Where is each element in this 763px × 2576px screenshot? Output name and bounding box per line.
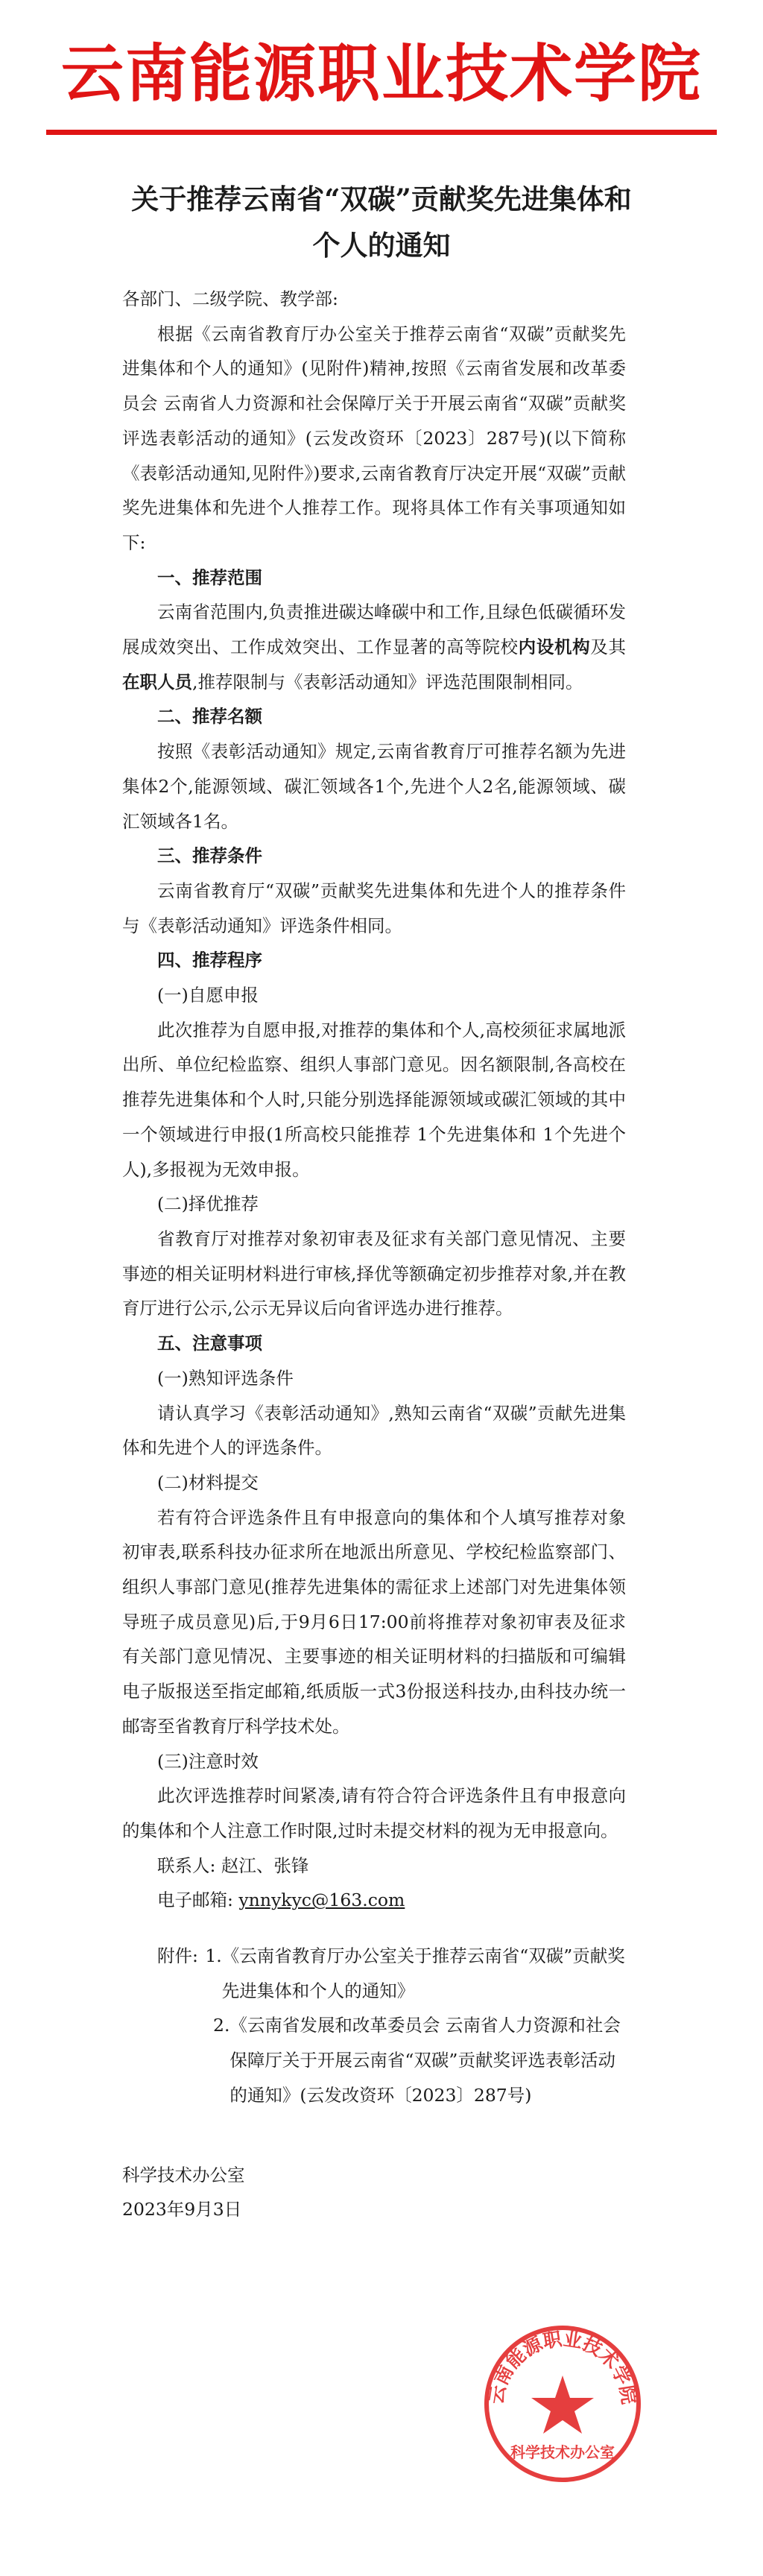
contact-names: 赵江、张锋: [221, 1854, 309, 1876]
document-title-line-2: 个人的通知: [312, 229, 451, 262]
section-1-text-b: 及其: [590, 637, 627, 658]
salutation: 各部门、二级学院、教学部:: [122, 288, 338, 309]
section-4-paragraph-2: 省教育厅对推荐对象初审表及征求有关部门意见情况、主要事迹的相关证明材料进行审核,择优等额确定初步推荐对象,并在教育厅进行公示,公示无异议后向省评选办进行推荐。: [122, 1228, 626, 1319]
section-1-text-c: ,推荐限制与《表彰活动通知》评选范围限制相同。: [192, 671, 583, 692]
section-1-bold-a: 内设机构: [518, 637, 591, 658]
section-5-paragraph-1: 请认真学习《表彰活动通知》,熟知云南省“双碳”贡献先进集体和先进个人的评选条件。: [122, 1402, 626, 1459]
attachment-label: 附件:: [157, 1945, 198, 1967]
contact-line: [122, 1849, 626, 1884]
email-label: 电子邮箱:: [157, 1890, 233, 1911]
seal-star-icon: [531, 2375, 594, 2434]
signature-date: 2023年9月3日: [122, 2199, 242, 2220]
section-3-heading: 三、推荐条件: [157, 845, 262, 867]
attachment-1-number: 1.: [205, 1945, 222, 1967]
attachment-2-text: 《云南省发展和改革委员会 云南省人力资源和社会保障厅关于开展云南省“双碳”贡献奖评选表彰活动的通知》(云发改资环〔2023〕287号): [229, 2015, 621, 2106]
attachment-1-text: 《云南省教育厅办公室关于推荐云南省“双碳”贡献奖先进集体和个人的通知》: [221, 1945, 625, 2001]
seal-dept-text: 科学技术办公室: [510, 2443, 615, 2461]
section-3-paragraph: 云南省教育厅“双碳”贡献奖先进集体和先进个人的推荐条件与《表彰活动通知》评选条件相同。: [122, 880, 626, 936]
official-seal: [481, 2322, 645, 2486]
section-4-subheading-2: (二)择优推荐: [157, 1193, 259, 1215]
document-title-line-1: 关于推荐云南省“双碳”贡献奖先进集体和: [131, 183, 632, 215]
section-5-heading: 五、注意事项: [157, 1333, 262, 1354]
section-1-paragraph: [122, 595, 626, 699]
document-title: [82, 176, 681, 268]
seal-org-text: 云南能源职业技术学院: [485, 2328, 640, 2406]
section-5-paragraph-2: 若有符合评选条件且有申报意向的集体和个人填写推荐对象初审表,联系科技办征求所在地派出所意见、学校纪检监察部门、组织人事部门意见(推荐先进集体的需征求上述部门对先进集体领导班子成员意见)后,于9月6日17:00前将推荐对象初审表及征求有关部门意见情况、主要事迹的相关证明材料的扫描版和可编辑电子版报送至指定邮箱,纸质版一式3份报送科技办,由科技办统一邮寄至省教育厅科学技术处。: [122, 1506, 626, 1737]
attachment-2: [122, 2008, 626, 2112]
section-4-subheading-1: (一)自愿申报: [157, 985, 259, 1006]
org-masthead-title: 云南能源职业技术学院: [60, 37, 702, 110]
attachment-1: [122, 1939, 626, 2008]
section-5-paragraph-3: 此次评选推荐时间紧凑,请有符合符合评选条件且有申报意向的集体和个人注意工作时限,过时未提交材料的视为无申报意向。: [122, 1785, 626, 1841]
section-5-subheading-2: (二)材料提交: [157, 1471, 259, 1493]
section-2-heading: 二、推荐名额: [157, 706, 262, 727]
signature-org: 科学技术办公室: [122, 2164, 245, 2185]
section-1-bold-b: 在职人员: [122, 671, 192, 692]
section-4-heading: 四、推荐程序: [157, 950, 262, 971]
masthead-red-rule: [46, 130, 717, 135]
document-body: [122, 282, 626, 2227]
contact-label: 联系人:: [157, 1854, 216, 1876]
section-1-heading: 一、推荐范围: [157, 566, 262, 588]
intro-paragraph: 根据《云南省教育厅办公室关于推荐云南省“双碳”贡献奖先进集体和个人的通知》(见附件)精神,按照《云南省发展和改革委员会 云南省人力资源和社会保障厅关于开展云南省“双碳”贡献奖评选表彰活动的通知》(云发改资环〔2023〕287号)(以下简称《表彰活动通知,见附件》)要求,云南省教育厅决定开展“双碳”贡献奖先进集体和先进个人推荐工作。现将具体工作有关事项通知如下:: [122, 323, 626, 553]
email-link[interactable]: ynnykyc@163.com: [238, 1890, 405, 1911]
section-4-paragraph-1: 此次推荐为自愿申报,对推荐的集体和个人,高校须征求属地派出所、单位纪检监察、组织人事部门意见。因名额限制,各高校在推荐先进集体和个人时,只能分别选择能源领域或碳汇领域的其中一个领域进行申报(1所高校只能推荐 1个先进集体和 1个先进个人),多报视为无效申报。: [122, 1019, 626, 1180]
email-line: [122, 1883, 626, 1918]
section-5-subheading-1: (一)熟知评选条件: [157, 1367, 294, 1389]
attachments: [122, 1939, 626, 2113]
section-1-text-a: 云南省范围内,负责推进碳达峰碳中和工作,且绿色低碳循环发展成效突出、工作成效突出、工作显著的高等院校: [122, 602, 626, 658]
attachment-2-number: 2.: [213, 2015, 230, 2036]
section-5-subheading-3: (三)注意时效: [157, 1750, 259, 1772]
section-2-paragraph: 按照《表彰活动通知》规定,云南省教育厅可推荐名额为先进集体2个,能源领域、碳汇领域各1个,先进个人2名,能源领域、碳汇领域各1名。: [122, 741, 626, 832]
